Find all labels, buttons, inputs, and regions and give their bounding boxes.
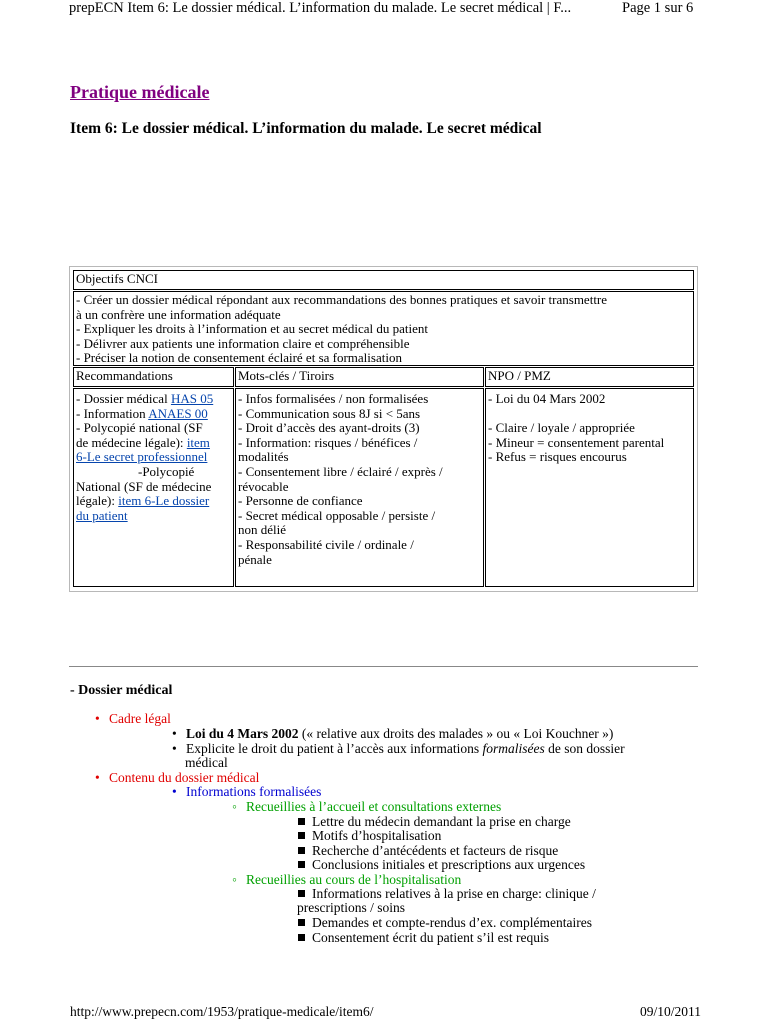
accueil-item-label: Conclusions initiales et prescriptions aux urgences bbox=[312, 857, 586, 872]
hospit-item-label: Consentement écrit du patient s’il est requis bbox=[312, 930, 549, 945]
bullet-icon: • bbox=[95, 770, 100, 785]
square-bullet-icon bbox=[298, 832, 305, 839]
square-bullet-icon bbox=[298, 934, 305, 941]
infos-formalisees-label: Informations formalisées bbox=[186, 784, 322, 799]
hospit-list-item bbox=[298, 931, 549, 946]
accueil-item-label: Lettre du médecin demandant la prise en charge bbox=[312, 814, 571, 829]
mot-cle-line: modalités bbox=[238, 449, 289, 465]
objectifs-header: Objectifs CNCI bbox=[76, 271, 158, 286]
mot-cle-line: - Infos formalisées / non formalisées bbox=[238, 391, 429, 406]
explicite-em: formalisées bbox=[482, 741, 545, 756]
accueil-item-label: Recherche d’antécédents et facteurs de risque bbox=[312, 843, 559, 858]
page-header-title: prepECN Item 6: Le dossier médical. L’information du malade. Le secret médical | F... bbox=[69, 0, 572, 16]
npo-line: - Loi du 04 Mars 2002 bbox=[488, 391, 606, 406]
footer-url: http://www.prepecn.com/1953/pratique-medicale/item6/ bbox=[70, 1004, 374, 1019]
recommandation-text: -Polycopié bbox=[138, 463, 195, 479]
objectifs-cell bbox=[73, 291, 694, 366]
mot-cle-line: - Droit d’accès des ayant-droits (3) bbox=[238, 420, 420, 436]
page-number: Page 1 sur 6 bbox=[622, 0, 694, 16]
accueil-item-label: Motifs d’hospitalisation bbox=[312, 828, 442, 843]
objectif-line: - Délivrer aux patients une information claire et compréhensible bbox=[76, 335, 410, 351]
item6-secret-link-cont[interactable]: 6-Le secret professionnel bbox=[76, 449, 208, 465]
mot-cle-line: - Communication sous 8J si < 5ans bbox=[238, 405, 421, 421]
contenu-label: Contenu du dossier médical bbox=[109, 770, 260, 785]
mot-cle-line: - Information: risques / bénéfices / bbox=[238, 434, 418, 450]
col-header-label: NPO / PMZ bbox=[488, 368, 551, 383]
bullet-icon: • bbox=[95, 711, 100, 726]
item6-dossier-link-cont[interactable]: du patient bbox=[76, 507, 128, 523]
mot-cle-line: - Secret médical opposable / persiste / bbox=[238, 507, 436, 523]
npo-line: - Mineur = consentement parental bbox=[488, 434, 665, 450]
item-title: Item 6: Le dossier médical. L’information du malade. Le secret médical bbox=[70, 120, 542, 137]
col-header-label: Mots-clés / Tiroirs bbox=[238, 368, 335, 383]
objectifs-header-cell bbox=[73, 270, 694, 290]
cadre-legal-item bbox=[95, 712, 171, 727]
item6-dossier-link[interactable]: item 6-Le dossier bbox=[118, 493, 210, 509]
objectif-line: - Créer un dossier médical répondant aux recommandations des bonnes pratiques et savoir transmettre bbox=[76, 292, 608, 307]
loi-bold: Loi du 4 Mars 2002 bbox=[186, 726, 299, 741]
recommandation-text: - Polycopié national (SF bbox=[76, 420, 203, 436]
bullet-icon: • bbox=[172, 726, 177, 741]
footer-date: 09/10/2011 bbox=[640, 1004, 702, 1019]
bullet-icon: • bbox=[172, 741, 177, 756]
col-header-npo-pmz bbox=[485, 367, 694, 387]
mot-cle-line: - Personne de confiance bbox=[238, 493, 363, 509]
explicite-continued: médical bbox=[185, 755, 228, 770]
loi-item bbox=[172, 727, 613, 742]
objectives-table bbox=[69, 266, 698, 592]
col-header-label: Recommandations bbox=[76, 368, 173, 383]
recueillies-hospit-label: Recueillies au cours de l’hospitalisation bbox=[246, 872, 462, 887]
objectif-line: - Préciser la notion de consentement éclairé et sa formalisation bbox=[76, 350, 402, 366]
square-bullet-icon bbox=[298, 818, 305, 825]
recommandation-text: - Information bbox=[76, 405, 149, 421]
explicite-item bbox=[172, 742, 625, 757]
infos-formalisees-item bbox=[172, 785, 321, 800]
recueillies-accueil-item bbox=[232, 800, 501, 815]
npo-blank-line bbox=[488, 407, 691, 422]
cadre-legal-label: Cadre légal bbox=[109, 711, 171, 726]
objectif-line: à un confrère une information adéquate bbox=[76, 306, 281, 322]
recommandation-text: de médecine légale): bbox=[76, 434, 187, 450]
accueil-list-item bbox=[298, 829, 441, 844]
section-divider bbox=[69, 666, 698, 667]
npo-line: - Refus = risques encourus bbox=[488, 449, 627, 465]
square-bullet-icon bbox=[298, 890, 305, 897]
circle-bullet-icon: ◦ bbox=[232, 872, 237, 887]
mot-cle-line: - Responsabilité civile / ordinale / bbox=[238, 536, 414, 552]
recommandation-text: - Dossier médical bbox=[76, 391, 171, 406]
loi-rest: (« relative aux droits des malades » ou « Loi Kouchner ») bbox=[298, 726, 614, 741]
npo-line: - Claire / loyale / appropriée bbox=[488, 420, 635, 436]
accueil-list-item bbox=[298, 858, 585, 873]
mot-cle-line: - Consentement libre / éclairé / exprès / bbox=[238, 463, 443, 479]
objectif-line: - Expliquer les droits à l’information et au secret médical du patient bbox=[76, 321, 428, 337]
square-bullet-icon bbox=[298, 919, 305, 926]
explicite-text: Explicite le droit du patient à l’accès aux informations bbox=[186, 741, 483, 756]
square-bullet-icon bbox=[298, 861, 305, 868]
mot-cle-line: non délié bbox=[238, 522, 287, 538]
recommandation-text: légale): bbox=[76, 493, 119, 509]
col-header-mots-cles bbox=[235, 367, 484, 387]
has-05-link[interactable]: HAS 05 bbox=[170, 391, 214, 406]
recommandation-text: National (SF de médecine bbox=[76, 478, 212, 494]
bullet-icon: • bbox=[172, 784, 177, 799]
item6-secret-link[interactable]: item bbox=[186, 434, 210, 450]
hospit-item-label: Demandes et compte-rendus d’ex. complémentaires bbox=[312, 915, 593, 930]
mot-cle-line: pénale bbox=[238, 551, 272, 567]
dossier-medical-title: - Dossier médical bbox=[70, 683, 173, 698]
section-title-link[interactable]: Pratique médicale bbox=[70, 82, 210, 102]
mots-cles-cell bbox=[235, 388, 484, 587]
hospit-item-label: Informations relatives à la prise en charge: clinique / bbox=[312, 886, 596, 901]
square-bullet-icon bbox=[298, 847, 305, 854]
circle-bullet-icon: ◦ bbox=[232, 799, 237, 814]
hospit-item-continued: prescriptions / soins bbox=[297, 900, 405, 915]
hospit-list-item bbox=[298, 916, 592, 931]
anaes-00-link[interactable]: ANAES 00 bbox=[148, 405, 208, 421]
mot-cle-line: révocable bbox=[238, 478, 289, 494]
explicite-text-b: de son dossier bbox=[544, 741, 625, 756]
recueillies-accueil-label: Recueillies à l’accueil et consultations externes bbox=[246, 799, 502, 814]
recommandations-cell bbox=[73, 388, 234, 587]
col-header-recommandations bbox=[73, 367, 234, 387]
npo-pmz-cell bbox=[485, 388, 694, 587]
